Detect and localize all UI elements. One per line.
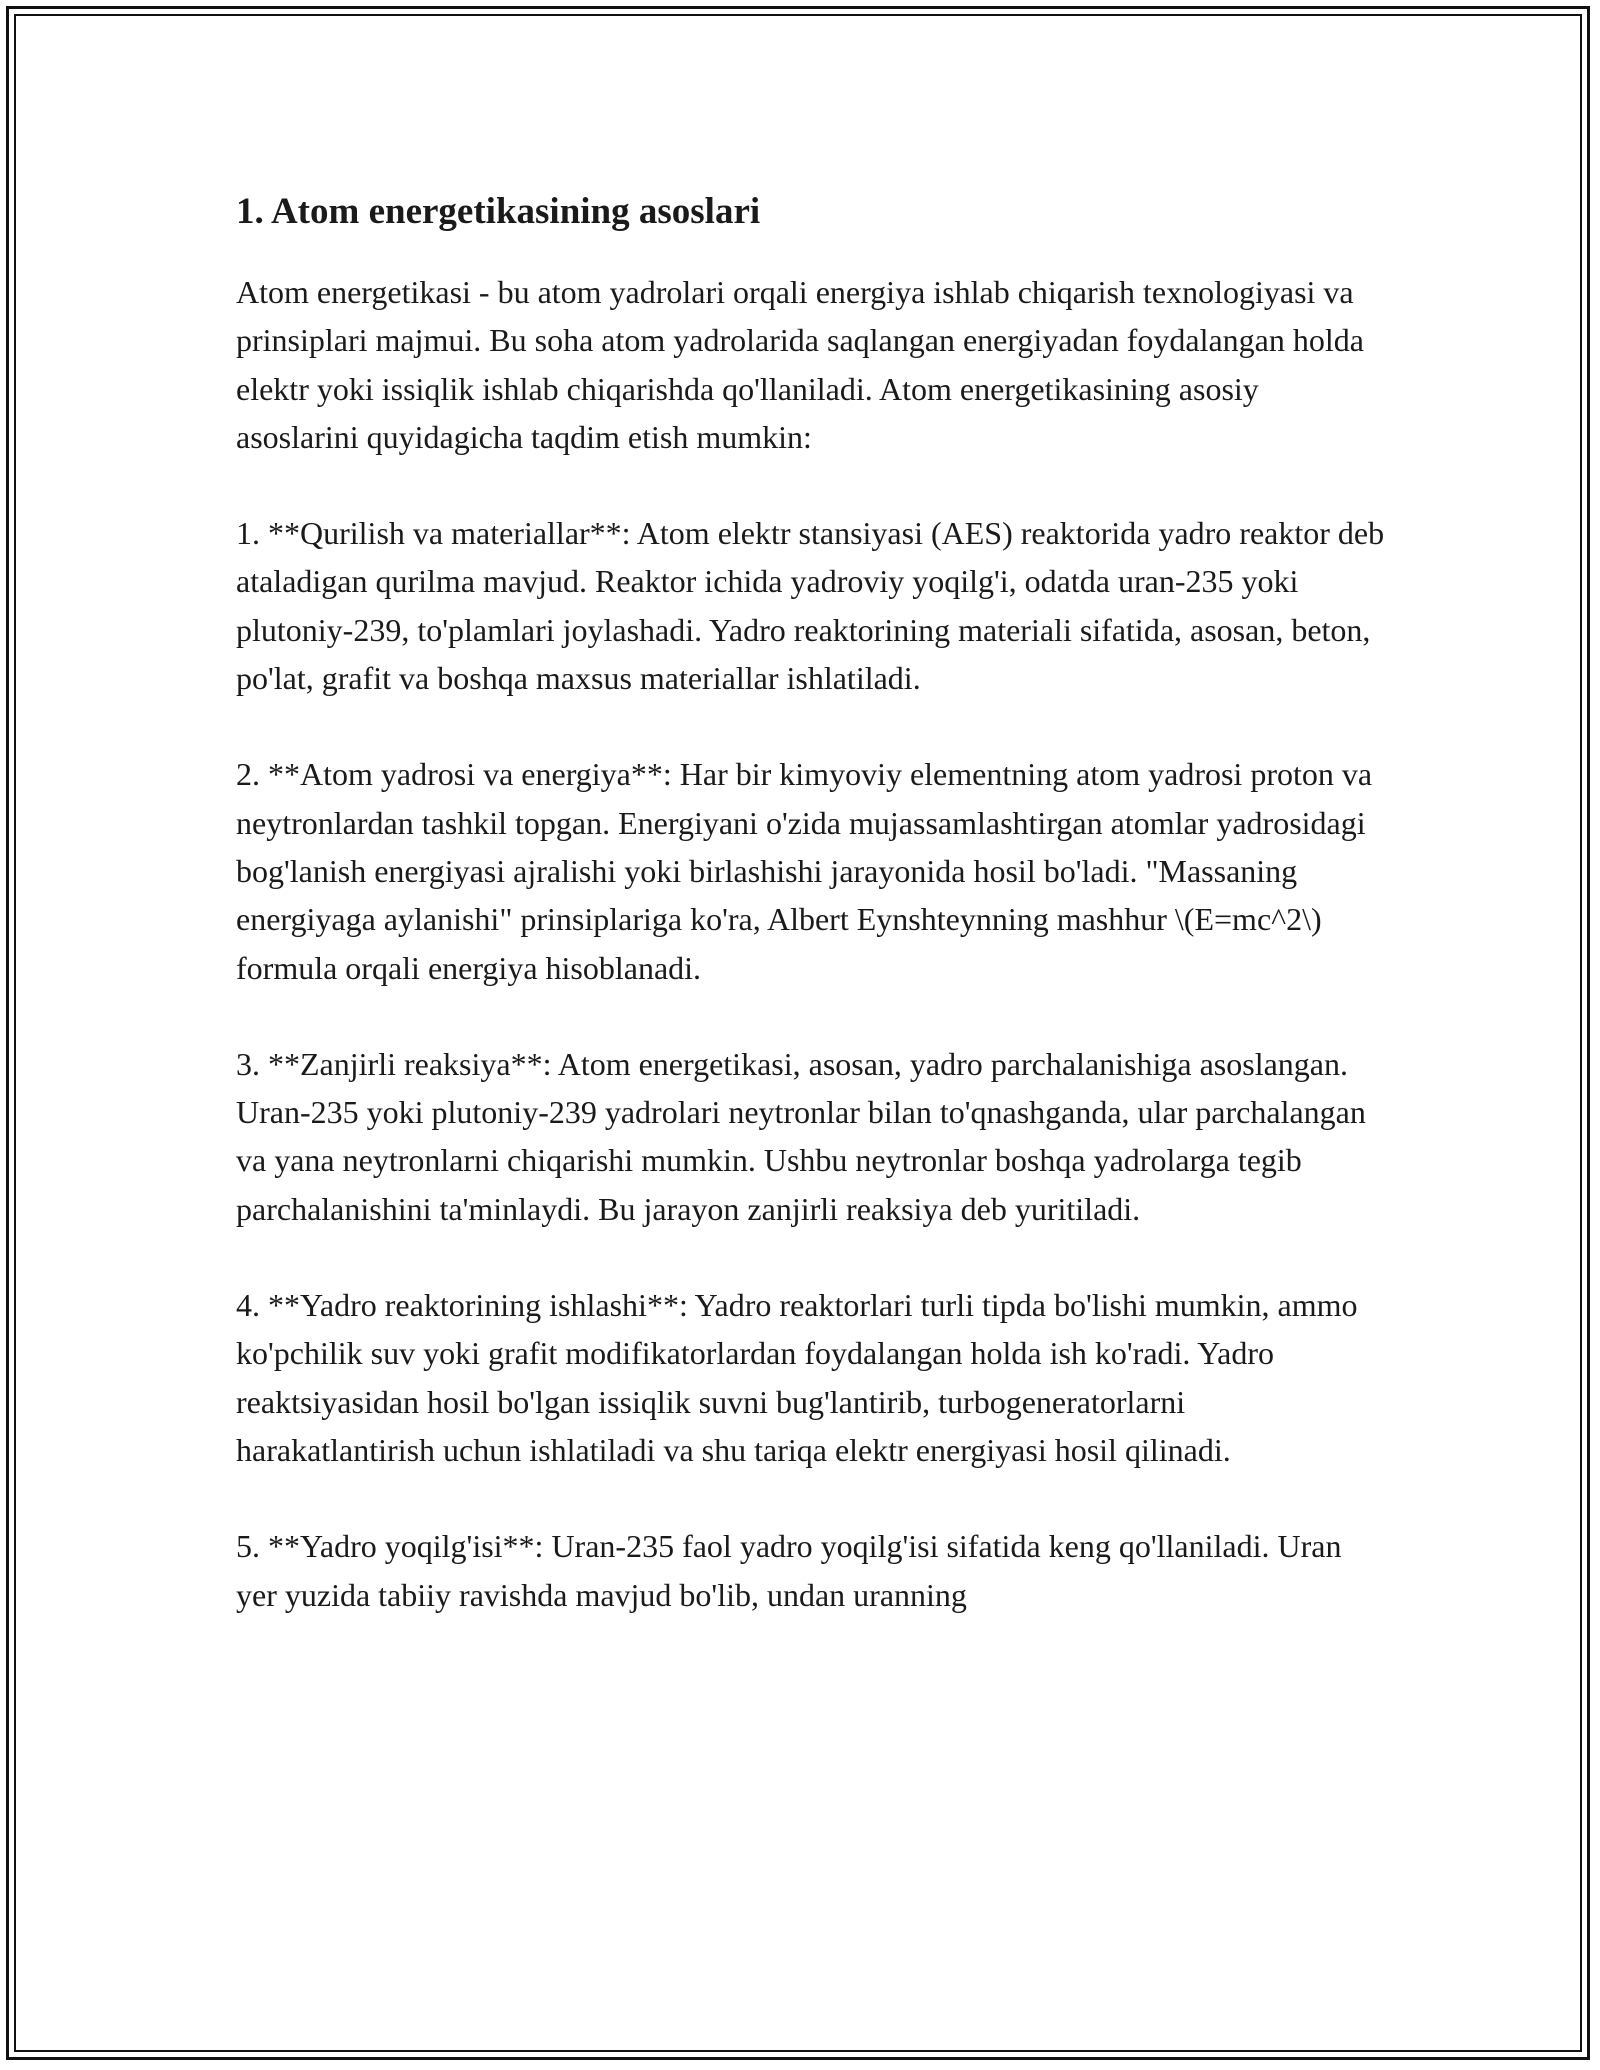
list-item-2-paragraph: 2. **Atom yadrosi va energiya**: Har bir kimyoviy elementning atom yadrosi proton va neytronlardan tashkil topgan. Energiyani o'zida mujassamlashtirgan atomlar yadrosidagi bog'lanish energiyasi ajralishi yoki birlashishi jarayonida hosil bo'ladi. "Massaning energiyaga aylanishi" prinsiplariga ko'ra, Albert Eynshteynning mashhur \(E=mc^2\) formula orqali energiya hisoblanadi. <box>236 756 1373 986</box>
intro-paragraph: Atom energetikasi - bu atom yadrolari orqali energiya ishlab chiqarish texnologiyasi va prinsiplari majmui. Bu soha atom yadrolarida saqlangan energiyadan foydalangan holda elektr yoki issiqlik ishlab chiqarishda qo'llaniladi. Atom energetikasining asosiy asoslarini quyidagicha taqdim etish mumkin: <box>236 274 1364 455</box>
section-heading: 1. Atom energetikasining asoslari <box>236 191 761 232</box>
list-item-3-paragraph: 3. **Zanjirli reaksiya**: Atom energetikasi, asosan, yadro parchalanishiga asoslangan. Uran-235 yoki plutoniy-239 yadrolari neytronlar bilan to'qnashganda, ular parchalangan va yana neytronlarni chiqarishi mumkin. Ushbu neytronlar boshqa yadrolarga tegib parchalanishini ta'minlaydi. Bu jarayon zanjirli reaksiya deb yuritiladi. <box>236 1045 1366 1227</box>
list-item-4-paragraph: 4. **Yadro reaktorining ishlashi**: Yadro reaktorlari turli tipda bo'lishi mumkin, ammo ko'pchilik suv yoki grafit modifikatorlardan foydalangan holda ish ko'radi. Yadro reaktsiyasidan hosil bo'lgan issiqlik suvni bug'lantirib, turbogeneratorlarni harakatlantirish uchun ishlatiladi va shu tariqa elektr energiyasi hosil qilinadi. <box>236 1287 1358 1468</box>
list-item-1-paragraph: 1. **Qurilish va materiallar**: Atom elektr stansiyasi (AES) reaktorida yadro reaktor deb ataladigan qurilma mavjud. Reaktor ichida yadroviy yoqilg'i, odatda uran-235 yoki plutoniy-239, to'plamlari joylashadi. Yadro reaktorining materiali sifatida, asosan, beton, po'lat, grafit va boshqa maxsus materiallar ishlatiladi. <box>236 515 1385 697</box>
list-item-5-paragraph: 5. **Yadro yoqilg'isi**: Uran-235 faol yadro yoqilg'isi sifatida keng qo'llaniladi. Uran yer yuzida tabiiy ravishda mavjud bo'lib, undan uranning <box>236 1528 1342 1613</box>
document-body <box>236 186 1386 1619</box>
